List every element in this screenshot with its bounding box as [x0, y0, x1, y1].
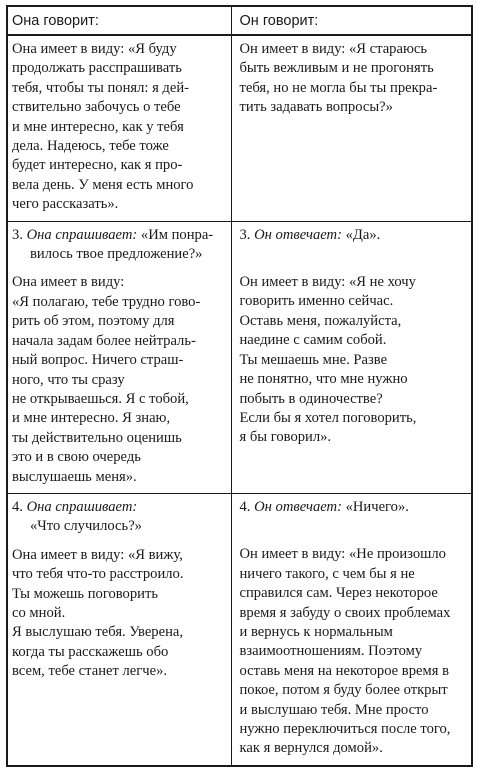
text-line: Он имеет в виду: «Я стараюсь — [239, 41, 427, 57]
text-line: говорить именно сейчас. — [239, 293, 394, 310]
question-line — [12, 226, 229, 245]
text-line: Он имеет в виду: «Не произошло — [239, 546, 446, 563]
text-line: ничего такого, с чем бы я не — [239, 565, 415, 582]
quote-text: «Что случилось?» — [30, 518, 142, 535]
text-line: дела. Надеюсь, тебе тоже — [12, 138, 169, 155]
quote-text: «Им понра- — [140, 226, 214, 243]
text-line: Она имеет в виду: — [12, 274, 125, 291]
text-line: начала задам более нейтраль- — [12, 332, 196, 349]
speaker-label: Он отвечает: — [254, 498, 342, 515]
text-line: не открываешься. Я с тобой, — [12, 390, 189, 407]
text-line: продолжать расспрашивать — [12, 60, 182, 77]
text-line: Она имеет в виду: «Я буду — [12, 41, 177, 57]
text-line: ного, что ты сразу — [12, 371, 125, 388]
answer-line — [240, 498, 470, 517]
table-row — [7, 35, 472, 221]
quote-text: «Да». — [345, 226, 381, 243]
she-cell — [7, 493, 231, 765]
he-cell — [231, 493, 472, 765]
item-number: 4. — [239, 498, 251, 515]
text-line: как я вернулся домой». — [239, 740, 383, 757]
speaker-label: Она спрашивает: — [26, 226, 138, 243]
item-number: 3. — [12, 226, 23, 243]
text-line: вела день. У меня есть много — [12, 176, 194, 193]
text-line: и вернусь к нормальным — [239, 623, 393, 640]
speaker-label: Она спрашивает: — [26, 498, 138, 515]
text-line: не понятно, что мне нужно — [239, 371, 408, 388]
text-line: Если бы я хотел поговорить, — [239, 409, 417, 426]
dialogue-table — [6, 5, 473, 767]
she-cell — [7, 35, 231, 221]
text-line: ствительно забочусь о тебе — [12, 99, 181, 116]
meaning-block — [12, 273, 229, 486]
text-line: когда ты расскажешь обо — [12, 643, 169, 660]
text-line: «Я полагаю, тебе трудно гово- — [12, 293, 201, 310]
text-line: со мной. — [12, 604, 66, 621]
question-line — [12, 498, 229, 517]
text-line: и выслушаю тебя. Мне просто — [239, 701, 429, 718]
he-cell — [231, 35, 472, 221]
item-number: 3. — [239, 226, 251, 243]
text-line: Я выслушаю тебя. Уверена, — [12, 624, 184, 641]
table-row — [7, 221, 472, 493]
text-line: оставь меня на некоторое время в — [239, 662, 449, 679]
text-line: Он имеет в виду: «Я не хочу — [239, 274, 416, 291]
he-cell — [231, 221, 472, 493]
quote-text: «Ничего». — [345, 498, 409, 515]
meaning-block — [12, 546, 229, 682]
text-line: тить задавать вопросы?» — [239, 99, 393, 116]
text-line: чего рассказать». — [12, 196, 119, 213]
table-row — [7, 493, 472, 765]
text-line: рить об этом, поэтому для — [12, 313, 175, 330]
text-line: Оставь меня, пожалуйста, — [239, 312, 402, 329]
text-line: ный вопрос. Ничего страш- — [12, 352, 184, 369]
meaning-block — [240, 545, 470, 758]
text-line: выслушаешь меня». — [12, 468, 137, 485]
text-line: покое, потом я буду более открыт — [239, 682, 448, 699]
text-line: это и в свою очередь — [12, 449, 141, 466]
meaning-block — [240, 273, 470, 448]
item-number: 4. — [12, 498, 23, 515]
text-line: ты действительно оценишь — [12, 429, 182, 446]
header-he: Он говорит: — [231, 6, 472, 35]
header-she: Она говорит: — [7, 6, 231, 35]
text-line: тебя, чтобы ты понял: я дей- — [12, 79, 190, 96]
text-line: наедине с самим собой. — [239, 332, 387, 349]
text-line: справился сам. Через некоторое — [239, 585, 438, 602]
text-line: и мне интересно, как у тебя — [12, 118, 184, 135]
text-line: взаимоотношениям. Поэтому — [239, 643, 423, 660]
text-line: всем, тебе станет легче». — [12, 663, 168, 680]
text-line: тебя, но не могла бы ты прекра- — [239, 79, 438, 96]
text-line: Ты можешь поговорить — [12, 585, 158, 602]
text-line: будет интересно, как я про- — [12, 157, 183, 174]
header-row — [7, 6, 472, 35]
text-line: побыть в одиночестве? — [239, 390, 383, 407]
text-line: быть вежливым и не прогонять — [239, 60, 434, 77]
text-line: нужно переключиться после того, — [239, 721, 451, 737]
text-line: и мне интересно. Я знаю, — [12, 410, 171, 427]
text-line: Ты мешаешь мне. Разве — [239, 351, 388, 368]
text-line: что тебя что-то расстроило. — [12, 566, 184, 583]
answer-line — [240, 226, 470, 245]
quote-text: вилось твое предложение?» — [30, 246, 203, 263]
speaker-label: Он отвечает: — [254, 226, 342, 243]
text-line: время я забуду о своих проблемах — [239, 604, 451, 621]
she-cell — [7, 221, 231, 493]
text-line: Она имеет в виду: «Я вижу, — [12, 546, 183, 563]
text-line: я бы говорил». — [239, 429, 332, 446]
